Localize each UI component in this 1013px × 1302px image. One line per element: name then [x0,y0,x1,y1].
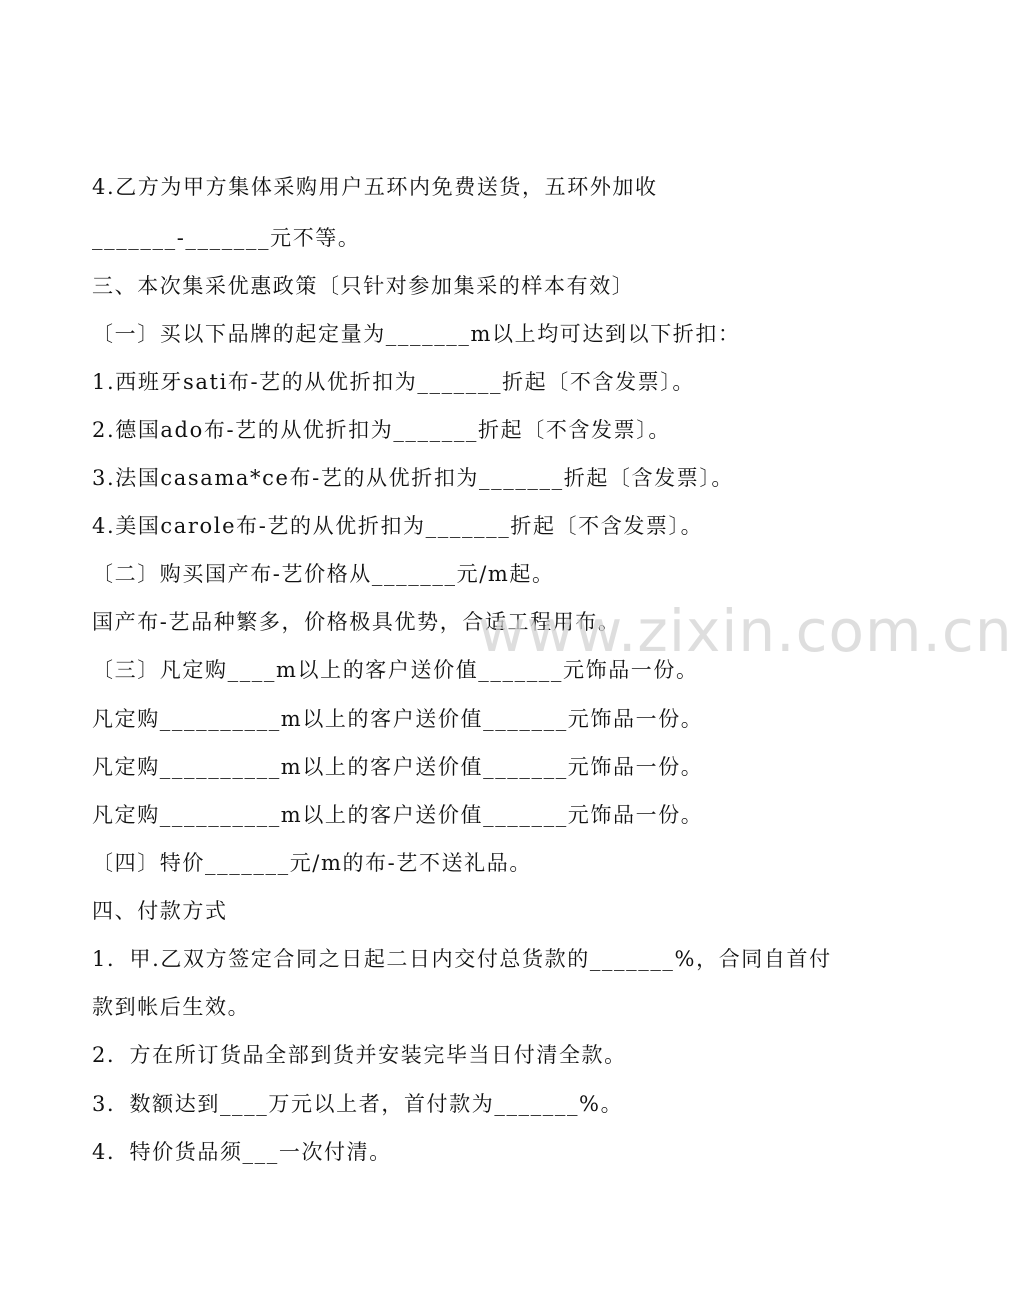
text-line-payment-1: 1．甲.乙双方签定合同之日起二日内交付总货款的_______%，合同自首付 [92,947,832,971]
text-line-brand-ado: 2.德国ado布-艺的从优折扣为_______折起〔不含发票〕。 [92,418,671,442]
text-line-domestic-price: 〔二〕购买国产布-艺价格从_______元/m起。 [92,562,555,586]
text-line-gift-tier-4: 凡定购__________m以上的客户送价值_______元饰品一份。 [92,803,704,827]
text-line-payment-1-cont: 款到帐后生效。 [92,995,251,1019]
text-line-payment-2: 2．方在所订货品全部到货并安装完毕当日付清全款。 [92,1043,627,1067]
section-heading-payment: 四、付款方式 [92,899,228,923]
text-line-special-price: 〔四〕特价_______元/m的布-艺不送礼品。 [92,851,532,875]
text-line-brand-casamance: 3.法国casama*ce布-艺的从优折扣为_______折起〔含发票〕。 [92,466,735,490]
text-line-gift-tier-3: 凡定购__________m以上的客户送价值_______元饰品一份。 [92,755,704,779]
text-line-minimum-quantity: 〔一〕买以下品牌的起定量为_______m以上均可达到以下折扣： [92,322,741,346]
text-line-gift-tier-2: 凡定购__________m以上的客户送价值_______元饰品一份。 [92,707,704,731]
text-line-brand-sati: 1.西班牙sati布-艺的从优折扣为_______折起〔不含发票〕。 [92,370,695,394]
text-line-domestic-advantage: 国产布-艺品种繁多，价格极具优势，合适工程用布。 [92,610,621,634]
text-line-payment-4: 4．特价货品须___一次付清。 [92,1140,392,1164]
text-line-delivery-fee: _______-_______元不等。 [92,226,361,250]
text-line-payment-3: 3．数额达到____万元以上者，首付款为_______%。 [92,1092,624,1116]
watermark-text: www.zixin.com.cn [478,597,1013,665]
text-line-brand-carole: 4.美国carole布-艺的从优折扣为_______折起〔不含发票〕。 [92,514,704,538]
section-heading-discount-policy: 三、本次集采优惠政策〔只针对参加集采的样本有效〕 [92,274,635,298]
text-line-gift-tier-1: 〔三〕凡定购____m以上的客户送价值_______元饰品一份。 [92,658,699,682]
text-line-delivery: 4.乙方为甲方集体采购用户五环内免费送货，五环外加收 [92,175,658,199]
